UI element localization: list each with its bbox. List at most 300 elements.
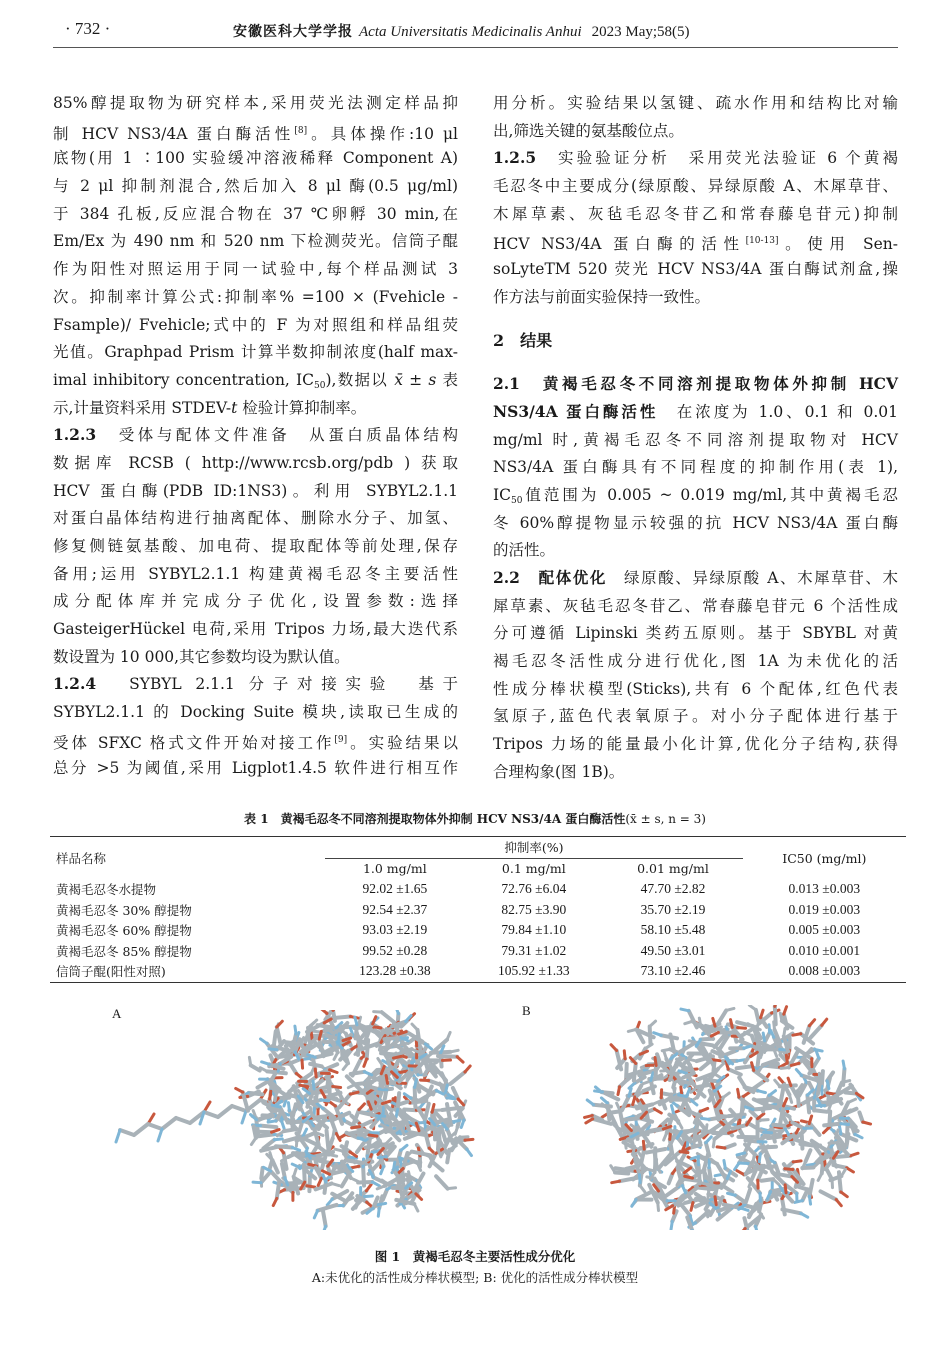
text-line bbox=[53, 312, 458, 340]
bond-stick bbox=[346, 1160, 363, 1162]
ic50-cell: 0.005 ±0.003 bbox=[788, 922, 861, 938]
text-segment: 与 2 μl 抑制剂混合,然后加入 8 μl 酶(0.5 μg/ml) bbox=[53, 177, 458, 196]
bond-stick bbox=[841, 1192, 847, 1197]
text-segment: t bbox=[231, 398, 238, 417]
bond-stick bbox=[457, 1057, 463, 1062]
bond-stick bbox=[836, 1200, 841, 1206]
table-caption bbox=[0, 810, 950, 827]
bond-stick bbox=[809, 1020, 814, 1026]
bond-stick bbox=[737, 1153, 745, 1155]
bond-stick bbox=[134, 1124, 148, 1135]
bond-stick bbox=[162, 1118, 176, 1129]
bond-stick bbox=[814, 1110, 827, 1111]
bond-stick bbox=[654, 1033, 662, 1036]
text-segment: 值范围为 0.005 ~ 0.019 mg/ml,其中黄褐毛忍 bbox=[522, 485, 898, 504]
text-segment: 对蛋白晶体结构进行抽离配体、删除水分子、加氢、 bbox=[53, 509, 458, 528]
text-segment: 冬 60%醇提物显示较强的抗 HCV NS3/4A 蛋白酶 bbox=[493, 513, 898, 532]
bond-stick bbox=[745, 1140, 758, 1141]
text-segment: Em/Ex 为 490 nm 和 520 nm 下检测荧光。信筒子醌 bbox=[53, 232, 458, 251]
bond-stick bbox=[855, 1134, 862, 1138]
bond-stick bbox=[802, 1136, 803, 1149]
bond-stick bbox=[373, 1017, 376, 1024]
citation-ref: [9] bbox=[334, 734, 348, 745]
section-heading: 2.2 配体优化 bbox=[493, 568, 607, 587]
bond-stick bbox=[415, 1080, 417, 1088]
text-line bbox=[53, 533, 458, 561]
bond-stick bbox=[218, 1106, 232, 1117]
bond-stick bbox=[664, 1133, 667, 1140]
sample-name-cell: 黄褐毛忍冬水提物 bbox=[56, 882, 157, 898]
bond-stick bbox=[158, 1129, 162, 1141]
bond-stick bbox=[277, 1027, 281, 1045]
bond-stick bbox=[432, 1104, 434, 1112]
bond-stick bbox=[251, 1138, 255, 1145]
bond-stick bbox=[274, 1139, 282, 1140]
journal-title-en: Acta Universitatis Medicinalis Anhui bbox=[359, 24, 582, 40]
text-segment: mg/ml 时,黄褐毛忍冬不同溶剂提取物对 HCV bbox=[493, 430, 898, 449]
text-segment: 合理构象(图 1B)。 bbox=[493, 762, 625, 781]
bond-stick bbox=[650, 1021, 656, 1026]
bond-stick bbox=[632, 1199, 636, 1206]
bond-stick bbox=[758, 1114, 764, 1119]
citation-ref: [10-13] bbox=[745, 236, 779, 247]
bond-stick bbox=[671, 1106, 673, 1114]
bond-stick bbox=[204, 1112, 218, 1117]
bond-stick bbox=[381, 1074, 383, 1087]
bond-stick bbox=[718, 1010, 726, 1023]
bond-stick bbox=[438, 1056, 457, 1057]
header-conc: 1.0 mg/ml bbox=[362, 861, 427, 877]
bond-stick bbox=[763, 1033, 764, 1041]
text-segment: GasteigerHückel 电荷,采用 Tripos 力场,最大迭代系 bbox=[53, 620, 458, 639]
bond-stick bbox=[330, 1070, 338, 1073]
bond-stick bbox=[784, 1007, 787, 1015]
header-conc: 0.01 mg/ml bbox=[637, 861, 709, 877]
bond-stick bbox=[762, 1179, 774, 1181]
text-segment: 数据库 RCSB ( http://www.rcsb.org/pdb ) 获取 bbox=[53, 453, 458, 472]
bond-stick bbox=[378, 1203, 386, 1204]
bond-stick bbox=[379, 1089, 387, 1090]
bond-stick bbox=[699, 1131, 714, 1132]
table-caption-stat: (x̄ ± s, n = 3) bbox=[625, 812, 706, 826]
bond-stick bbox=[302, 1060, 303, 1068]
bond-stick bbox=[785, 1169, 793, 1170]
text-line bbox=[493, 565, 898, 593]
bond-stick bbox=[839, 1126, 840, 1134]
bond-stick bbox=[633, 1146, 635, 1154]
bond-stick bbox=[272, 1130, 280, 1133]
bond-stick bbox=[728, 1193, 736, 1195]
text-segment: SYBYL2.1.1 的 Docking Suite 模块,读取已生成的 bbox=[53, 703, 458, 722]
bond-stick bbox=[729, 1206, 737, 1207]
bond-stick bbox=[623, 1118, 641, 1120]
text-segment: 实验验证分析 采用荧光法验证 6 个黄褐 bbox=[536, 149, 898, 168]
bond-stick bbox=[735, 1163, 739, 1170]
bond-stick bbox=[628, 1029, 636, 1031]
bond-stick bbox=[753, 1153, 754, 1161]
bond-stick bbox=[701, 1039, 712, 1040]
bond-stick bbox=[261, 1039, 268, 1044]
bond-stick bbox=[713, 1139, 714, 1147]
table-caption-text: 黄褐毛忍冬不同溶剂提取物体外抑制 HCV NS3/4A 蛋白酶活性 bbox=[280, 812, 626, 826]
bond-stick bbox=[658, 1203, 659, 1211]
spacer bbox=[493, 312, 898, 328]
bond-stick bbox=[293, 1034, 296, 1046]
bond-stick bbox=[807, 1164, 815, 1165]
bond-stick bbox=[793, 1161, 801, 1162]
bond-stick bbox=[753, 1108, 771, 1110]
bond-stick bbox=[412, 1024, 418, 1030]
bond-stick bbox=[369, 1135, 377, 1136]
text-line bbox=[53, 145, 458, 173]
bond-stick bbox=[587, 1100, 593, 1105]
figure-caption-text: 黄褐毛忍冬主要活性成分优化 bbox=[412, 1249, 576, 1264]
bond-stick bbox=[313, 1081, 314, 1089]
sample-name-cell: 信筒子醌(阳性对照) bbox=[56, 964, 166, 980]
inhibition-cell: 123.28 ±0.38 bbox=[359, 963, 431, 979]
bond-stick bbox=[744, 1046, 752, 1048]
bond-stick bbox=[796, 1069, 801, 1075]
optimized-stick-model-image bbox=[520, 1005, 880, 1230]
bond-stick bbox=[257, 1134, 273, 1136]
bond-stick bbox=[728, 1069, 740, 1074]
bond-stick bbox=[760, 1166, 776, 1167]
section-heading: 1.2.4 bbox=[53, 674, 97, 694]
text-segment: 作为阳性对照运用于同一试验中,每个样品测试 3 bbox=[53, 260, 458, 279]
bond-stick bbox=[715, 1197, 716, 1205]
bond-stick bbox=[679, 1095, 687, 1097]
bond-stick bbox=[738, 1089, 739, 1097]
text-segment: SYBYL 2.1.1 分子对接实验 基于 bbox=[96, 675, 458, 694]
running-header bbox=[53, 17, 898, 48]
text-segment: 底物(用 1 ∶100 实验缓冲溶液稀释 Component A) bbox=[53, 149, 458, 168]
bond-stick bbox=[841, 1169, 845, 1176]
ic50-cell: 0.013 ±0.003 bbox=[788, 881, 861, 897]
text-line bbox=[493, 731, 898, 759]
bond-stick bbox=[594, 1105, 611, 1107]
bond-stick bbox=[810, 1025, 821, 1037]
bond-stick bbox=[759, 1154, 760, 1162]
bond-stick bbox=[617, 1103, 620, 1110]
bond-stick bbox=[273, 1198, 277, 1205]
bond-stick bbox=[448, 1188, 456, 1189]
text-segment: 检验计算抑制率。 bbox=[237, 398, 367, 417]
text-segment: Fsample)/ Fvehicle;式中的 F 为对照组和样品组荧 bbox=[53, 315, 458, 334]
bond-stick bbox=[352, 1127, 360, 1128]
bond-stick bbox=[363, 1167, 364, 1186]
text-segment: 受体与配体文件准备 从蛋白质晶体结构 bbox=[96, 426, 458, 445]
bond-stick bbox=[633, 1097, 635, 1105]
bond-stick bbox=[833, 1165, 846, 1168]
bond-stick bbox=[359, 1104, 364, 1110]
bond-stick bbox=[441, 1119, 449, 1121]
bond-stick bbox=[295, 1026, 296, 1034]
text-segment: HCV NS3/4A 蛋白酶的活性 bbox=[493, 235, 746, 254]
text-line bbox=[53, 422, 458, 450]
text-segment: 用分析。实验结果以氢键、疏水作用和结构比对输 bbox=[493, 94, 898, 112]
text-line bbox=[53, 644, 458, 672]
bond-stick bbox=[268, 1121, 276, 1122]
bond-stick bbox=[116, 1130, 120, 1142]
journal-title-cn: 安徽医科大学学报 bbox=[233, 24, 353, 40]
bond-stick bbox=[120, 1130, 134, 1135]
text-line bbox=[493, 90, 898, 118]
figure-subcaption: A:未优化的活性成分棒状模型; B: 优化的活性成分棒状模型 bbox=[311, 1270, 639, 1285]
bond-stick bbox=[685, 1021, 693, 1023]
text-line bbox=[493, 676, 898, 704]
bond-stick bbox=[267, 1071, 286, 1073]
bond-stick bbox=[307, 1186, 315, 1187]
bond-stick bbox=[847, 1124, 848, 1141]
bond-stick bbox=[664, 1051, 666, 1059]
text-line bbox=[493, 648, 898, 676]
text-segment: x̄ ± s bbox=[394, 370, 437, 389]
bond-stick bbox=[737, 1060, 745, 1061]
bond-stick bbox=[318, 1205, 337, 1211]
bond-stick bbox=[329, 1101, 335, 1106]
bond-stick bbox=[332, 1183, 340, 1185]
text-segment: 。具体操作:10 μl bbox=[307, 124, 459, 143]
bond-stick bbox=[712, 1060, 720, 1061]
bond-stick bbox=[841, 1124, 849, 1125]
bond-stick bbox=[823, 1127, 829, 1133]
bond-stick bbox=[382, 1012, 394, 1022]
text-segment: NS3/4A 蛋白酶具有不同程度的抑制作用(表 1), bbox=[493, 458, 898, 477]
bond-stick bbox=[705, 1080, 718, 1082]
bond-stick bbox=[311, 1032, 312, 1040]
bond-stick bbox=[447, 1032, 450, 1039]
bond-stick bbox=[731, 1020, 733, 1028]
bond-stick bbox=[261, 1126, 277, 1127]
text-segment: 受体 SFXC 格式文件开始对接工作 bbox=[53, 733, 335, 752]
text-line bbox=[493, 118, 898, 146]
text-line bbox=[493, 371, 898, 399]
bond-stick bbox=[760, 1120, 768, 1121]
header-conc: 0.1 mg/ml bbox=[501, 861, 566, 877]
bond-stick bbox=[724, 1160, 725, 1168]
text-segment: 在浓度为 1.0、0.1 和 0.01 bbox=[658, 402, 899, 421]
bond-stick bbox=[634, 1063, 636, 1080]
bond-stick bbox=[360, 1121, 371, 1126]
sample-name-cell: 黄褐毛忍冬 85% 醇提物 bbox=[56, 943, 192, 959]
text-segment: 备用;运用 SYBYL2.1.1 构建黄褐毛忍冬主要活性 bbox=[53, 564, 458, 583]
bond-stick bbox=[807, 1090, 813, 1096]
inhibition-cell: 93.03 ±2.19 bbox=[362, 922, 428, 938]
bond-stick bbox=[774, 1130, 782, 1131]
panel-label-a: A bbox=[112, 1006, 122, 1021]
bond-stick bbox=[396, 1010, 399, 1014]
bond-stick bbox=[366, 1184, 371, 1190]
text-segment: 修复侧链氨基酸、加电荷、提取配体等前处理,保存 bbox=[53, 537, 458, 555]
bond-stick bbox=[253, 1182, 261, 1183]
bond-stick bbox=[262, 1062, 270, 1064]
text-segment: 于 384 孔板,反应混合物在 37 ℃卵孵 30 min,在 bbox=[53, 204, 458, 223]
text-line bbox=[493, 593, 898, 621]
bond-stick bbox=[261, 1168, 262, 1178]
bond-stick bbox=[289, 1183, 299, 1184]
bond-stick bbox=[348, 1084, 355, 1087]
bond-stick bbox=[401, 1145, 407, 1150]
inhibition-cell: 99.52 ±0.28 bbox=[362, 942, 428, 958]
bond-stick bbox=[399, 1071, 407, 1072]
bond-stick bbox=[863, 1122, 871, 1124]
bond-stick bbox=[792, 1123, 803, 1129]
bond-stick bbox=[754, 1070, 768, 1080]
bond-stick bbox=[310, 1107, 312, 1115]
bond-stick bbox=[708, 1185, 719, 1188]
bond-stick bbox=[242, 1111, 246, 1123]
bond-stick bbox=[364, 1196, 372, 1197]
table-row bbox=[50, 920, 906, 941]
citation-ref: [8] bbox=[294, 125, 308, 136]
bond-stick bbox=[367, 1040, 368, 1059]
inhibition-cell: 105.92 ±1.33 bbox=[498, 963, 570, 979]
header-ic50: IC50 (mg/ml) bbox=[782, 850, 867, 866]
bond-stick bbox=[701, 1118, 709, 1119]
text-segment: 。使用 Sen- bbox=[778, 235, 898, 254]
text-line bbox=[53, 755, 458, 783]
bond-stick bbox=[288, 1103, 289, 1111]
bond-stick bbox=[819, 1073, 820, 1081]
bond-stick bbox=[655, 1160, 657, 1173]
text-segment: 成分配体库并完成分子优化,设置参数:选择 bbox=[53, 592, 458, 611]
bond-stick bbox=[685, 1176, 693, 1178]
text-segment: 表 bbox=[436, 370, 459, 389]
bond-stick bbox=[254, 1126, 256, 1137]
unoptimized-stick-model-image bbox=[110, 1010, 475, 1230]
bond-stick bbox=[640, 1185, 645, 1191]
bond-stick bbox=[386, 1075, 387, 1083]
bond-stick bbox=[398, 1093, 400, 1109]
bond-stick bbox=[681, 1009, 689, 1011]
text-line bbox=[53, 118, 458, 146]
bond-stick bbox=[282, 1164, 285, 1178]
section-heading: 1.2.5 bbox=[493, 148, 537, 168]
bond-stick bbox=[416, 1194, 422, 1200]
text-segment: soLyteTM 520 荧光 HCV NS3/4A 蛋白酶试剂盒,操 bbox=[493, 260, 898, 279]
bond-stick bbox=[585, 1116, 593, 1118]
bond-stick bbox=[723, 1093, 729, 1098]
bond-stick bbox=[334, 1052, 338, 1059]
text-line bbox=[53, 699, 458, 727]
bond-stick bbox=[400, 1043, 408, 1045]
bond-stick bbox=[277, 1021, 283, 1027]
bond-stick bbox=[336, 1133, 340, 1140]
bond-stick bbox=[661, 1035, 677, 1038]
text-segment: Tripos 力场的能量最小化计算,优化分子结构,获得 bbox=[493, 735, 898, 754]
bond-stick bbox=[764, 1132, 772, 1133]
ic50-cell: 0.008 ±0.003 bbox=[788, 963, 861, 979]
text-segment: 次。抑制率计算公式:抑制率% =100 × (Fvehicle - bbox=[53, 287, 458, 306]
bond-stick bbox=[782, 1175, 792, 1177]
bond-stick bbox=[656, 1065, 657, 1079]
bond-stick bbox=[655, 1058, 656, 1066]
bond-stick bbox=[756, 1010, 759, 1021]
text-line bbox=[493, 201, 898, 229]
bond-stick bbox=[842, 1081, 850, 1083]
text-line bbox=[493, 328, 898, 356]
bond-stick bbox=[818, 1173, 822, 1180]
bond-stick bbox=[445, 1085, 447, 1093]
text-segment: 。实验结果以 bbox=[347, 733, 458, 752]
bond-stick bbox=[749, 1005, 755, 1010]
bond-stick bbox=[595, 1091, 603, 1092]
bond-stick bbox=[251, 1065, 260, 1070]
sample-name-cell: 黄褐毛忍冬 60% 醇提物 bbox=[56, 923, 192, 939]
section-heading: 1.2.3 bbox=[53, 425, 97, 445]
bond-stick bbox=[355, 1017, 357, 1025]
text-segment: 85%醇提取物为研究样本,采用荧光法测定样品抑 bbox=[53, 94, 458, 112]
bond-stick bbox=[447, 1150, 449, 1163]
figure-number: 图 1 bbox=[374, 1249, 401, 1264]
bond-stick bbox=[428, 1052, 434, 1057]
text-segment: 氢原子,蓝色代表氧原子。对小分子配体进行基于 bbox=[493, 707, 898, 726]
bond-stick bbox=[615, 1168, 635, 1171]
text-segment: 示,计量资料采用 STDEV- bbox=[53, 398, 232, 417]
text-segment: 毛忍冬中主要成分(绿原酸、异绿原酸 A、木犀草苷、 bbox=[493, 177, 898, 196]
text-segment: 出,筛选关键的氨基酸位点。 bbox=[493, 121, 684, 140]
page-number: · 732 · bbox=[65, 19, 111, 38]
left-column bbox=[53, 90, 458, 782]
bond-stick bbox=[758, 1091, 766, 1093]
text-line bbox=[53, 588, 458, 616]
text-line bbox=[53, 395, 458, 423]
text-line bbox=[53, 561, 458, 589]
bond-stick bbox=[640, 1051, 647, 1054]
text-line bbox=[493, 703, 898, 731]
table-row bbox=[50, 879, 906, 900]
bond-stick bbox=[318, 1178, 321, 1185]
bond-stick bbox=[654, 1109, 661, 1113]
bond-stick bbox=[461, 1120, 464, 1128]
text-segment: imal inhibitory concentration, IC bbox=[53, 370, 315, 389]
bond-stick bbox=[725, 1144, 735, 1148]
bond-stick bbox=[622, 1096, 629, 1110]
bond-stick bbox=[432, 1162, 442, 1171]
bond-stick bbox=[752, 1063, 754, 1071]
bond-stick bbox=[450, 1050, 458, 1052]
bond-stick bbox=[689, 1059, 697, 1061]
text-line bbox=[493, 256, 898, 284]
text-line bbox=[493, 510, 898, 538]
text-segment: 制 HCV NS3/4A 蛋白酶活性 bbox=[53, 124, 295, 143]
bond-stick bbox=[275, 1093, 276, 1101]
text-line bbox=[493, 173, 898, 201]
bond-stick bbox=[378, 1157, 386, 1158]
bond-stick bbox=[850, 1153, 858, 1156]
bond-stick bbox=[277, 1181, 279, 1198]
bond-stick bbox=[651, 1080, 654, 1093]
bond-stick bbox=[270, 1091, 271, 1099]
bond-stick bbox=[393, 1056, 401, 1058]
bond-stick bbox=[351, 1166, 359, 1168]
bond-stick bbox=[319, 1031, 321, 1039]
bond-stick bbox=[310, 1158, 323, 1159]
text-line bbox=[53, 173, 458, 201]
bond-stick bbox=[292, 1104, 296, 1120]
bond-stick bbox=[807, 1095, 809, 1112]
bond-stick bbox=[843, 1061, 844, 1069]
bond-stick bbox=[635, 1077, 645, 1083]
bond-stick bbox=[412, 1152, 431, 1156]
bond-stick bbox=[148, 1124, 162, 1129]
bond-stick bbox=[449, 1146, 456, 1150]
text-segment: 总分 >5 为阈值,采用 Ligplot1.4.5 软件进行相互作 bbox=[53, 758, 458, 777]
bond-stick bbox=[737, 1171, 744, 1175]
bond-stick bbox=[269, 1049, 277, 1050]
bond-stick bbox=[671, 1221, 672, 1229]
bond-stick bbox=[791, 1063, 799, 1065]
